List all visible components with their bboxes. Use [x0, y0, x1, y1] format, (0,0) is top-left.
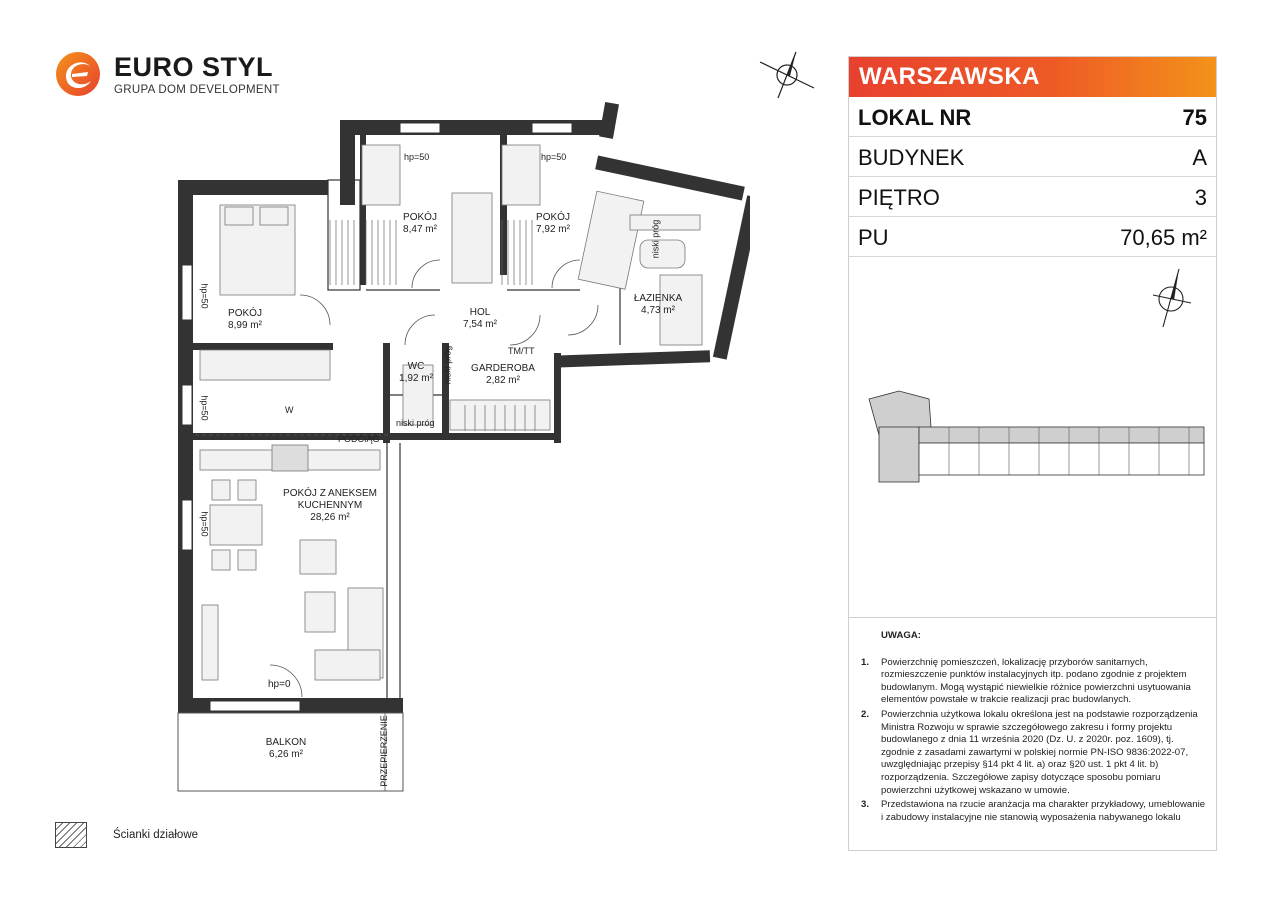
label-hp50: hp=50 — [541, 152, 567, 162]
room-garderoba — [463, 363, 543, 387]
brand-name: EURO STYL — [114, 52, 274, 82]
note-number: 3. — [861, 799, 870, 811]
room-area: 6,26 m² — [269, 749, 303, 760]
room-area: 1,92 m² — [399, 373, 433, 384]
row-label: LOKAL NR — [858, 105, 972, 130]
room-name: POKÓJ Z ANEKSEM — [283, 488, 377, 499]
room-balkon — [246, 737, 326, 761]
room-name: WC — [407, 361, 425, 372]
building-key-plan — [849, 257, 1216, 618]
label-hp0: hp=0 — [268, 679, 291, 690]
room-hol — [440, 307, 520, 331]
room-area: 7,54 m² — [463, 319, 497, 330]
room-pokoj-2 — [380, 212, 460, 236]
note-item — [861, 799, 1206, 824]
note-item — [861, 657, 1206, 707]
row-budynek — [849, 137, 1216, 177]
room-pokoj-3 — [513, 212, 593, 236]
building-outline — [859, 387, 1209, 487]
room-area: 4,73 m² — [641, 305, 675, 316]
row-value: 3 — [1194, 185, 1207, 210]
room-wc — [388, 361, 444, 385]
row-label: PIĘTRO — [858, 185, 940, 210]
label-tm-tt: TM/TT — [508, 346, 535, 356]
label-hp50: hp=50 — [199, 511, 210, 537]
label-w: W — [285, 405, 294, 415]
panel-header — [849, 57, 1216, 97]
floor-plan — [150, 95, 750, 825]
label-podciag: PODCIĄG — [338, 434, 380, 444]
room-area: 7,92 m² — [536, 224, 570, 235]
note-item — [861, 709, 1206, 797]
row-value: A — [1192, 145, 1207, 170]
room-name: ŁAZIENKA — [633, 293, 683, 304]
row-label: PU — [858, 225, 889, 250]
room-name-2: KUCHENNYM — [297, 500, 363, 511]
row-label: BUDYNEK — [858, 145, 965, 170]
notes — [861, 630, 1206, 826]
label-niski-prog: niski próg — [650, 219, 661, 259]
room-pokoj-1 — [205, 308, 285, 332]
notes-title: UWAGA: — [881, 630, 921, 641]
brand-logo-icon — [54, 50, 102, 98]
room-area: 8,47 m² — [403, 224, 437, 235]
room-lazienka — [618, 293, 698, 317]
note-text: Powierzchnię pomieszczeń, lokalizację przyborów sanitarnych, rozmieszczenie punktów instalacyjnych itp. podano zgodnie z projektem budowlanym. Mogą wystąpić niewielkie różnice powierzchni usytuowania elementów powstałe w trakcie realizacji prac budowlanych. — [881, 656, 1191, 706]
partition-hatch-swatch — [55, 822, 87, 848]
room-name: BALKON — [265, 737, 307, 748]
row-pietro — [849, 177, 1216, 217]
note-text: Powierzchnia użytkowa lokalu określona jest na podstawie rozporządzenia Ministra Rozwoju w sprawie szczegółowego zakresu i formy projektu budowlanego z dnia 11 września 2020 (Dz. U. z 2020r. poz. 1609), tj. zgodnie z zasadami zawartymi w polskiej normie PN-ISO 9836:2022-07, uwzględniając przepisy §14 pkt 4 lit. a) oraz §20 ust. 1 pkt 4 lit. b) rozporządzenia. Szczegółowe zapisy dotyczące sposobu pomiaru powierzchni użytkowej wskazano w umowie. — [881, 708, 1198, 796]
room-area: 28,26 m² — [310, 512, 350, 523]
label-niski-prog: niski próg — [442, 345, 453, 385]
floor-plan-drawing — [150, 95, 750, 825]
brand-subtitle: GRUPA DOM DEVELOPMENT — [114, 84, 280, 96]
label-hp50: hp=50 — [199, 395, 210, 421]
info-panel — [848, 56, 1217, 851]
label-przepierzenie: PRZEPIERZENIE — [378, 715, 389, 787]
row-value: 75 — [1182, 105, 1207, 130]
room-name: POKÓJ — [403, 212, 437, 223]
note-number: 1. — [861, 656, 870, 668]
room-area: 2,82 m² — [486, 375, 520, 386]
label-hp50: hp=50 — [199, 283, 210, 309]
room-salon — [265, 488, 395, 524]
legend-label: Ścianki działowe — [113, 829, 199, 841]
note-number: 2. — [861, 708, 870, 720]
note-text: Przedstawiona na rzucie aranżacja ma charakter przykładowy, umeblowanie i zabudowy instalacyjne nie stanowią wyposażenia nabywanego lokalu — [881, 799, 1206, 823]
room-area: 8,99 m² — [228, 320, 262, 331]
compass-icon — [756, 50, 818, 100]
compass-icon — [1149, 265, 1193, 329]
investment-title: WARSZAWSKA — [859, 63, 1040, 90]
label-hp50: hp=50 — [404, 152, 430, 162]
row-lokal — [849, 97, 1216, 137]
row-value: 70,65 m² — [1120, 225, 1207, 250]
room-name: HOL — [469, 307, 491, 318]
row-pu — [849, 217, 1216, 257]
room-name: POKÓJ — [536, 212, 570, 223]
room-name: GARDEROBA — [471, 363, 535, 374]
room-name: POKÓJ — [228, 308, 262, 319]
label-niski-prog: niski próg — [396, 418, 435, 428]
